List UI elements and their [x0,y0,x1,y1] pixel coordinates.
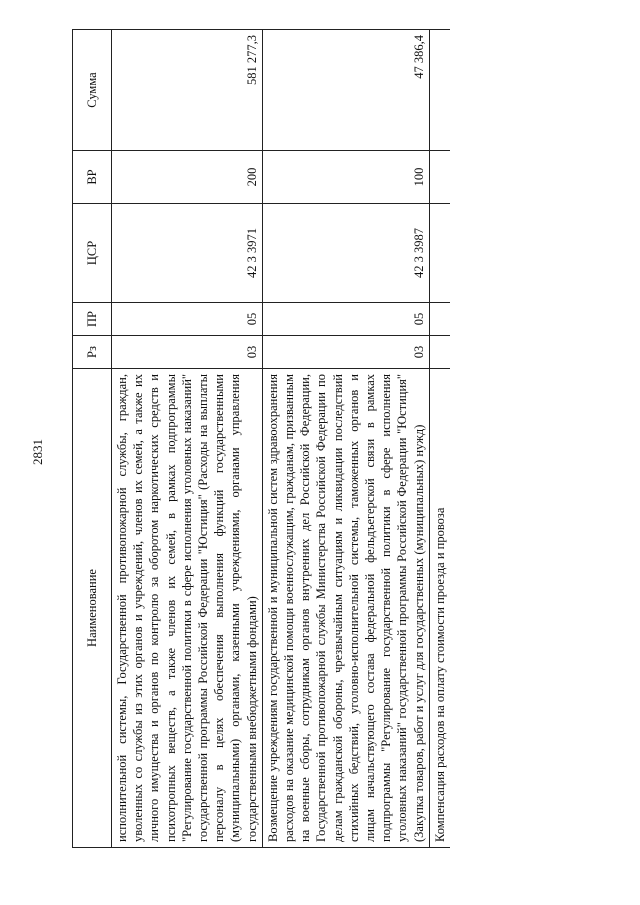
header-pr: ПР [73,303,112,336]
header-vr: ВР [73,151,112,204]
row-csr: 42 3 3987 [262,204,429,303]
table-row [112,30,263,848]
row-vr: 200 [112,151,263,204]
row-name-text: Компенсация расходов на оплату стоимости проезда и провоза [432,507,447,842]
page-number: 2831 [30,439,45,465]
row-sum [429,30,450,151]
row-sum: 47 386,4 [262,30,429,151]
budget-table [72,29,450,848]
table-row [262,30,429,848]
row-pr [429,303,450,336]
row-sum: 581 277,3 [112,30,263,151]
table-header-row [73,30,112,848]
header-rz: Рз [73,336,112,369]
row-rz: 03 [262,336,429,369]
row-rz: 03 [112,336,263,369]
header-csr: ЦСР [73,204,112,303]
row-pr: 05 [112,303,263,336]
header-sum: Сумма [73,30,112,151]
row-vr: 100 [262,151,429,204]
row-rz [429,336,450,369]
table-row [429,30,450,848]
row-csr: 42 3 3971 [112,204,263,303]
row-name [112,369,263,848]
row-name-text: исполнительной системы, Государственной противопожарной службы, граждан, уволенных со службы из этих органов и учреждений, членов их семей, а также их личного имущества и органов по контролю за оборотом наркотических средств и психотропных веществ, а также членов их семей, в рамках подпрограммы "Регулирование государственной политики в сфере исполнения уголовных наказаний" государственной программы Российской Федерации "Юстиция" (Расходы на выплаты персоналу в целях обеспечения выполнения функций государственными (муниципальными) органами, казенными учреждениями, органами управления государственными внебюджетными фондами) [115,374,259,842]
row-name [262,369,429,848]
row-name [429,369,450,848]
row-vr [429,151,450,204]
row-csr [429,204,450,303]
row-name-text: Возмещение учреждениям государственной и муниципальной систем здравоохранения расходов на оказание медицинской помощи военнослужащим, гражданам, призванным на военные сборы, сотрудникам органов внутренних дел Российской Федерации, Государственной противопожарной службы Министерства Российской Федерации по делам гражданской обороны, чрезвычайным ситуациям и ликвидации последствий стихийных бедствий, уголовно-исполнительной системы, таможенных органов и лицам начальствующего состава федеральной фельдъегерской связи в рамках подпрограммы "Регулирование государственной политики в сфере исполнения уголовных наказаний" государственной программы Российской Федерации "Юстиция" (Закупка товаров, работ и услуг для государственных (муниципальных) нужд) [265,374,426,842]
row-pr: 05 [262,303,429,336]
rotated-page [72,35,604,848]
header-name: Наименование [73,369,112,848]
